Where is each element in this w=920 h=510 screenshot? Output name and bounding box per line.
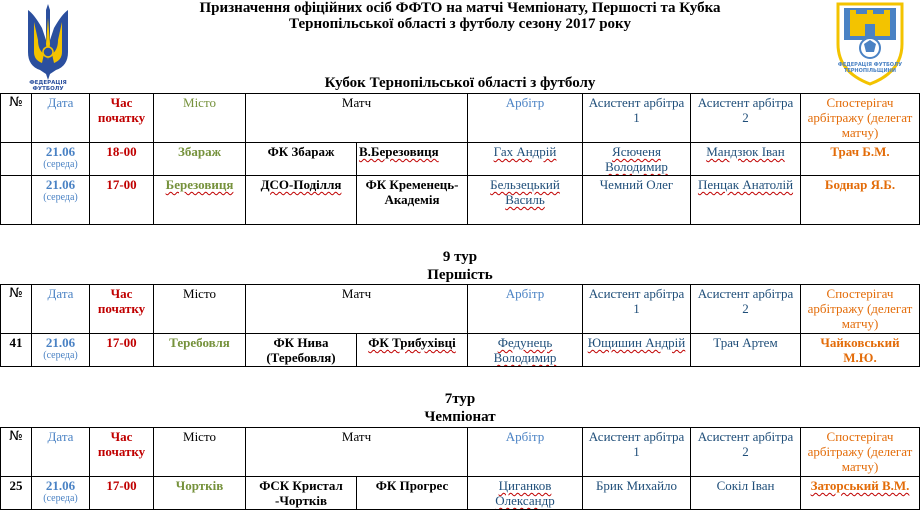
row-assistant2-text: Пенцак Анатолій [697, 177, 794, 192]
row-weekday: (середа) [43, 192, 78, 203]
col-time: Час початку [90, 94, 154, 143]
schedule-table-cup [0, 93, 920, 225]
col-match: Матч [246, 94, 468, 143]
section-round: 9 тур [442, 249, 478, 265]
svg-text:ФУТБОЛУ: ФУТБОЛУ [32, 86, 64, 92]
col-time: Час початку [90, 285, 154, 334]
row-assistant2 [691, 143, 801, 176]
row-referee-text: Бельзецький Василь [490, 177, 560, 207]
row-away-team: ФК Кременець-Академія [357, 176, 468, 225]
row-referee-text: Федунець Володимир [493, 335, 557, 365]
row-assistant2 [691, 176, 801, 225]
row-away-team-text: В.Березовиця [359, 144, 439, 159]
row-referee-text: Циганков Олександр [495, 478, 555, 508]
col-time: Час початку [90, 428, 154, 477]
row-date [32, 143, 90, 176]
section-competition: Чемпіонат [424, 409, 496, 425]
col-date: Дата [32, 428, 90, 477]
section-competition: Першість [427, 267, 493, 283]
row-weekday: (середа) [43, 159, 78, 170]
col-date: Дата [32, 94, 90, 143]
row-assistant2-text: Мандзюк Іван [706, 144, 785, 159]
row-assistant2: Сокіл Іван [691, 477, 801, 510]
svg-text:ФЕДЕРАЦІЯ: ФЕДЕРАЦІЯ [29, 80, 67, 86]
section-title-championship [0, 390, 920, 426]
col-date: Дата [32, 285, 90, 334]
row-observer: Трач Б.М. [801, 143, 920, 176]
row-away-team-text: ФК Трибухівці [368, 335, 456, 350]
section-title-text: Кубок Тернопільської області з футболу [324, 75, 596, 91]
row-date-value: 21.06 [45, 335, 76, 350]
row-time: 18-00 [90, 143, 154, 176]
col-assistant1: Асистент арбітра 1 [583, 428, 691, 477]
row-assistant1: Брик Михайло [583, 477, 691, 510]
col-observer: Спостерігач арбітражу (делегат матчу) [801, 285, 920, 334]
row-referee-text: Гах Андрій [493, 144, 557, 159]
row-assistant2: Трач Артем [691, 334, 801, 367]
row-observer-text: Заторський В.М. [810, 478, 910, 493]
row-date-value: 21.06 [45, 144, 76, 159]
row-city-text: Березовиця [165, 177, 234, 192]
col-referee: Арбітр [468, 94, 583, 143]
row-home-team-text: ДСО-Поділля [260, 177, 342, 192]
table-header-row [1, 428, 920, 477]
col-num: № [1, 94, 32, 143]
row-num [1, 143, 32, 176]
row-away-team [357, 143, 468, 176]
row-home-team [246, 176, 357, 225]
row-date [32, 477, 90, 510]
row-num: 25 [1, 477, 32, 510]
svg-text:ТЕРНОПІЛЬЩИНИ: ТЕРНОПІЛЬЩИНИ [843, 68, 897, 74]
row-observer [801, 477, 920, 510]
section-round: 7тур [444, 391, 476, 407]
row-referee [468, 477, 583, 510]
col-match: Матч [246, 428, 468, 477]
col-num: № [1, 285, 32, 334]
row-assistant1-text: Ющишин Андрій [587, 335, 686, 350]
row-city: Чортків [154, 477, 246, 510]
col-assistant2: Асистент арбітра 2 [691, 428, 801, 477]
schedule-table-first-league [0, 284, 920, 367]
table-header-row [1, 285, 920, 334]
page-title [110, 0, 810, 32]
col-referee: Арбітр [468, 428, 583, 477]
row-num [1, 176, 32, 225]
row-date-value: 21.06 [45, 478, 76, 493]
row-date-value: 21.06 [45, 177, 76, 192]
row-referee [468, 143, 583, 176]
row-time: 17-00 [90, 477, 154, 510]
col-observer: Спостерігач арбітражу (делегат матчу) [801, 428, 920, 477]
row-away-team: ФК Прогрес [357, 477, 468, 510]
row-time: 17-00 [90, 334, 154, 367]
col-num: № [1, 428, 32, 477]
row-time: 17-00 [90, 176, 154, 225]
row-referee [468, 176, 583, 225]
row-city: Теребовля [154, 334, 246, 367]
col-referee: Арбітр [468, 285, 583, 334]
col-city: Місто [154, 285, 246, 334]
row-observer: Боднар Я.Б. [801, 176, 920, 225]
schedule-table-championship [0, 427, 920, 510]
row-city [154, 176, 246, 225]
row-referee [468, 334, 583, 367]
col-city: Місто [154, 428, 246, 477]
page-title-line2: Тернопільської області з футболу сезону 2017 року [289, 16, 631, 32]
col-match: Матч [246, 285, 468, 334]
svg-text:ФЕДЕРАЦІЯ ФУТБОЛУ: ФЕДЕРАЦІЯ ФУТБОЛУ [837, 62, 903, 68]
table-row [1, 176, 920, 225]
row-away-team [357, 334, 468, 367]
row-observer: Чайковський М.Ю. [801, 334, 920, 367]
row-weekday: (середа) [43, 350, 78, 361]
section-title-first-league [0, 248, 920, 284]
row-home-team: ФСК Кристал -Чортків [246, 477, 357, 510]
table-row [1, 334, 920, 367]
col-city: Місто [154, 94, 246, 143]
row-home-team: ФК Нива (Теребовля) [246, 334, 357, 367]
row-date [32, 176, 90, 225]
col-assistant2: Асистент арбітра 2 [691, 94, 801, 143]
row-assistant1 [583, 334, 691, 367]
row-assistant1: Чемний Олег [583, 176, 691, 225]
row-num: 41 [1, 334, 32, 367]
table-header-row [1, 94, 920, 143]
col-assistant1: Асистент арбітра 1 [583, 285, 691, 334]
section-title-cup [0, 74, 920, 92]
col-observer: Спостерігач арбітражу (делегат матчу) [801, 94, 920, 143]
row-assistant1 [583, 143, 691, 176]
col-assistant2: Асистент арбітра 2 [691, 285, 801, 334]
table-row [1, 477, 920, 510]
row-weekday: (середа) [43, 493, 78, 504]
table-row [1, 143, 920, 176]
row-date [32, 334, 90, 367]
col-assistant1: Асистент арбітра 1 [583, 94, 691, 143]
row-home-team: ФК Збараж [246, 143, 357, 176]
page-title-line1: Призначення офіційних осіб ФФТО на матчі Чемпіонату, Першості та Кубка [199, 0, 721, 16]
row-assistant1-text: Ясюченя Володимир [605, 144, 668, 174]
row-city: Збараж [154, 143, 246, 176]
